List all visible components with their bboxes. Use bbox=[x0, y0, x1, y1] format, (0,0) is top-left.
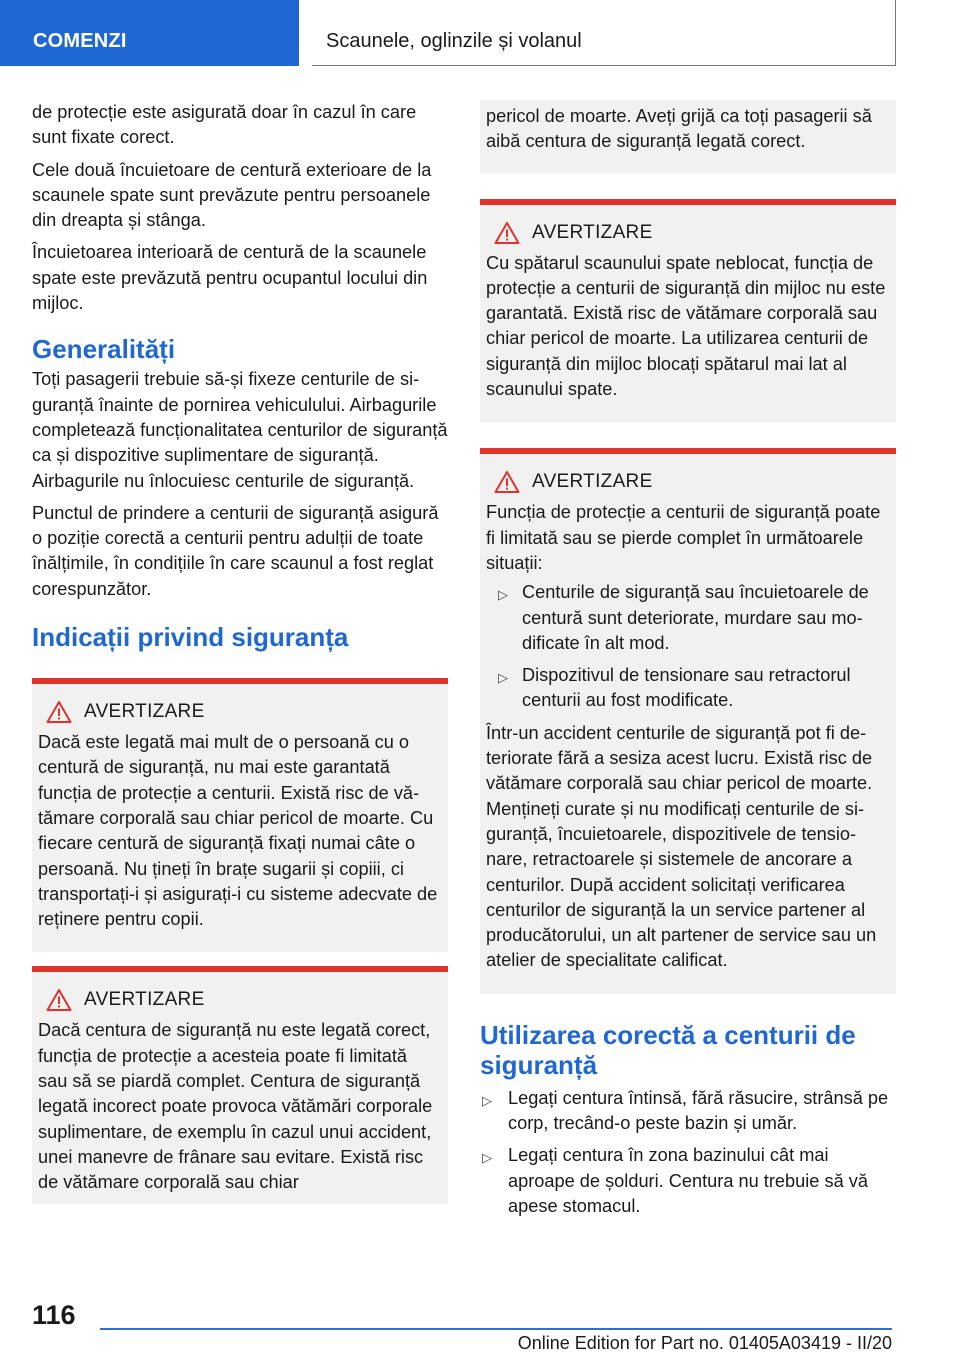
triangle-right-icon: ▷ bbox=[482, 1150, 492, 1166]
right-column bbox=[480, 100, 896, 1226]
paragraph: Cele două încuietoare de centură exterioare de la scaunele spate sunt prevăzute pentru persoanele din dreapta și stânga. bbox=[32, 159, 432, 231]
paragraph: Punctul de prindere a centurii de siguranță asigură o poziție corectă a centurii pentru adulții de toate înălțimile, în condițiile în care scaunul a fost reglat corespunzător. bbox=[32, 502, 439, 599]
warning-triangle-icon bbox=[46, 700, 72, 724]
triangle-right-icon: ▷ bbox=[498, 670, 508, 686]
warning-title: AVERTIZARE bbox=[532, 221, 653, 243]
heading-general: Generalități bbox=[32, 334, 176, 365]
warning-box bbox=[32, 678, 448, 952]
warning-list bbox=[486, 580, 888, 713]
triangle-right-icon: ▷ bbox=[498, 587, 508, 603]
edition-note: Online Edition for Part no. 01405A03419 - II/20 bbox=[517, 1333, 892, 1353]
paragraph: Toți pasagerii trebuie să-și fixeze centurile de siguranță înainte de pornirea vehiculului. Airbagurile completează funcționalitatea centurilor de siguranță ca și dispozitive suplimentare de siguranță. Airbagurile nu înlocuiesc centurile de siguranță. bbox=[32, 369, 448, 491]
list-item: ▷ Legați centura în zona bazinului cât mai aproape de șolduri. Centura nu trebuie să vă apese stomacul. bbox=[482, 1145, 868, 1216]
warning-text: Dacă este legată mai mult de o persoană cu o centură de siguranță, nu mai este garantată funcția de protecție a centurii. Există risc de vătămare corporală sau chiar pericol de moarte. Cu fiecare centură de siguranță fixați numai câte o persoană. Nu țineți în brațe sugarii și copiii, ci transportați-i și asigurați-i cu sisteme adecvate de reținere pentru copii. bbox=[38, 732, 438, 930]
warning-triangle-icon bbox=[46, 988, 72, 1012]
heading-safety: Indicații privind siguranța bbox=[32, 622, 349, 653]
warning-header bbox=[486, 221, 888, 245]
paragraph: de protecție este asigurată doar în cazul în care sunt fixate corect. bbox=[32, 102, 417, 148]
warning-text: Într-un accident centurile de siguranță pot fi deteriorate fără a sesiza acest lucru. Există risc de vătămare corporală sau chiar pericol de moarte. Mențineți curate și nu modificați centurile de siguranță, încuietoarele, dispozitivele de tensionare, retractoarele și sistemele de ancorare a centurilor. După accident solicitați verificarea centurilor de siguranță la un service partener al producătorului, un alt partener de service sau un atelier de specialitate calificat. bbox=[486, 722, 877, 971]
list-item: ▷ Legați centura întinsă, fără răsucire, strânsă pe corp, trecând-o peste bazin și umăr. bbox=[482, 1087, 889, 1134]
warning-header bbox=[486, 470, 888, 494]
left-column bbox=[32, 100, 448, 1216]
heading-usage: Utilizarea corectă a centurii de siguranță bbox=[480, 1019, 856, 1080]
list-item: ▷ Dispozitivul de tensionare sau retractorul centurii au fost modificate. bbox=[498, 665, 851, 711]
warning-title: AVERTIZARE bbox=[84, 989, 205, 1011]
warning-title: AVERTIZARE bbox=[532, 471, 653, 493]
warning-header bbox=[38, 700, 440, 724]
warning-box bbox=[480, 448, 896, 993]
warning-box bbox=[32, 966, 448, 1203]
warning-triangle-icon bbox=[494, 470, 520, 494]
list-item: ▷ Centurile de siguranță sau încuietoarele de centură sunt deteriorate, murdare sau modificate în alt mod. bbox=[498, 582, 869, 653]
warning-text: Dacă centura de siguranță nu este legată corect, funcția de protecție a acesteia poate fi limitată sau să se piardă complet. Centura de siguranță legată incorect poate provoca vătămări corporale suplimentare, de exemplu în cazul unui accident, unei manevre de frânare sau evitare. Există risc de vătămare corporală sau chiar bbox=[38, 1020, 433, 1193]
warning-text: pericol de moarte. Aveți grijă ca toți pasagerii să aibă centura de siguranță legată corect. bbox=[486, 106, 872, 152]
page-header bbox=[0, 0, 960, 66]
usage-list bbox=[480, 1086, 896, 1219]
warning-text: Funcția de protecție a centurii de siguranță poate fi limitată sau se pierde complet în următoarele situații: bbox=[486, 502, 881, 573]
warning-text: Cu spătarul scaunului spate neblocat, funcția de protecție a centurii de siguranță din mijloc nu este garantată. Există risc de vătămare corporală sau chiar pericol de moarte. La utilizarea centurii de siguranță din mijloc blocați spătarul mai lat al scaunului spate. bbox=[486, 252, 886, 400]
warning-box bbox=[480, 199, 896, 423]
warning-box-continued bbox=[480, 100, 896, 173]
chapter-title: Scaunele, oglinzile și volanul bbox=[312, 0, 896, 66]
triangle-right-icon: ▷ bbox=[482, 1092, 492, 1108]
paragraph: Încuietoarea interioară de centură de la scaunele spate este prevăzută pentru ocupantul locului din mijloc. bbox=[32, 242, 428, 314]
footer-divider bbox=[100, 1328, 892, 1330]
warning-title: AVERTIZARE bbox=[84, 701, 205, 723]
warning-header bbox=[38, 988, 440, 1012]
page-number: 116 bbox=[32, 1300, 76, 1330]
section-tab: COMENZI bbox=[0, 0, 299, 66]
warning-triangle-icon bbox=[494, 221, 520, 245]
